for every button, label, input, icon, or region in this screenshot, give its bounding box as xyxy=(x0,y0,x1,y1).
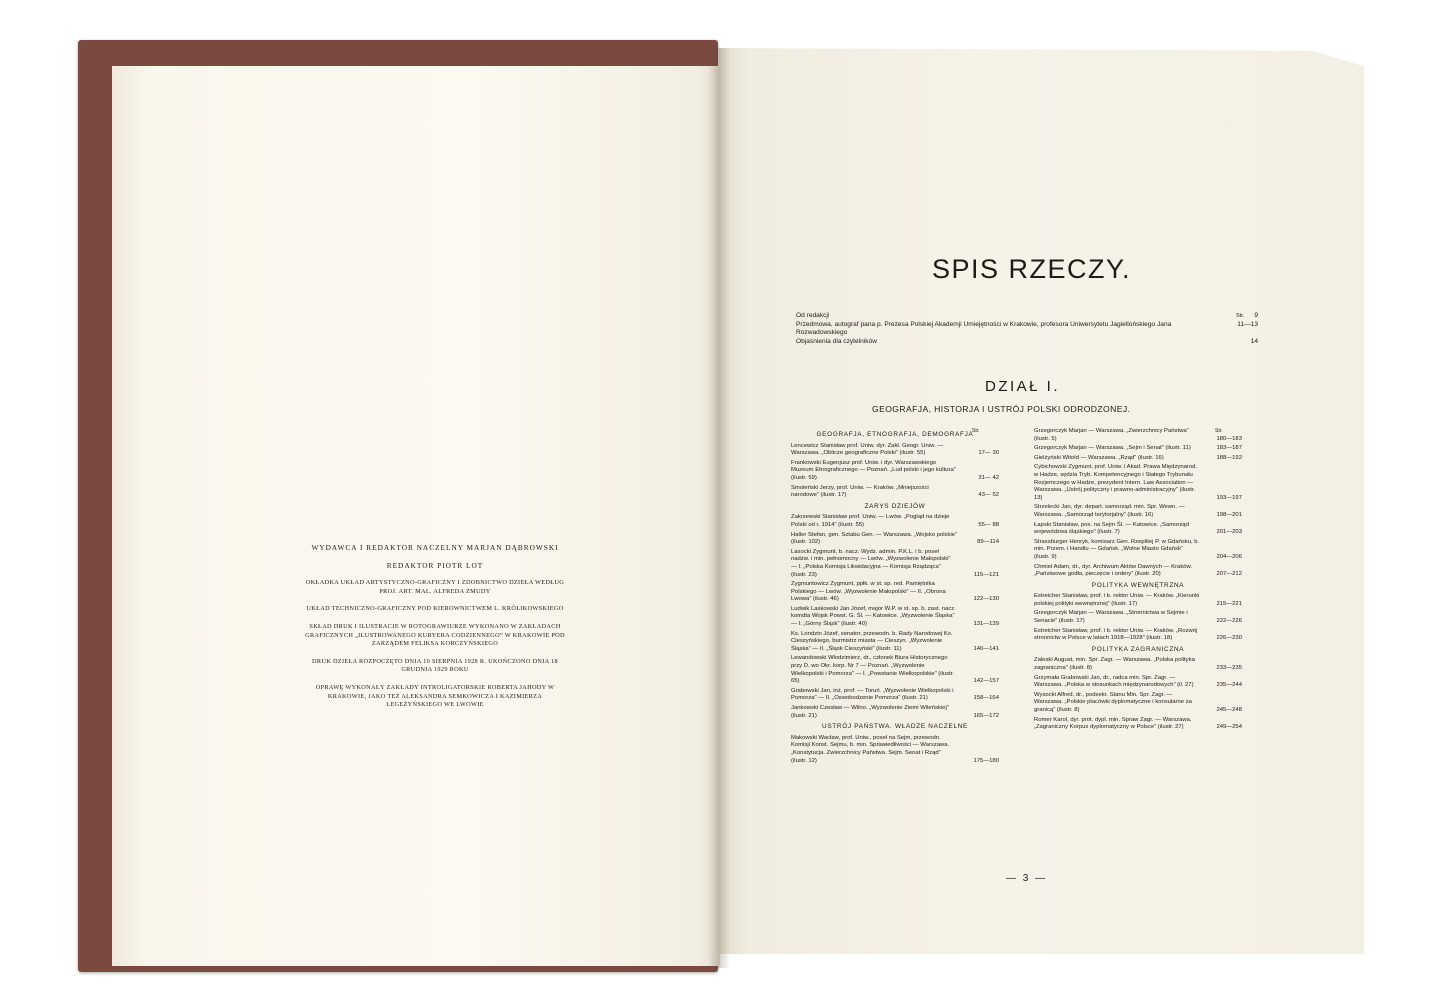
toc-entry xyxy=(791,485,999,500)
intro-item xyxy=(796,321,1258,338)
intro-page: 9 xyxy=(1254,312,1258,319)
left-page xyxy=(112,66,720,966)
toc-entry-page: 183—187 xyxy=(1216,445,1242,452)
page-title: SPIS RZECZY. xyxy=(932,254,1132,284)
intro-text: Od redakcji xyxy=(796,312,830,319)
toc-entry xyxy=(1034,522,1242,537)
toc-entry-text: Zaleski August, min. Spr. Zagr. — Warszawa. „Polska polityka zagraniczna” (ilustr. 8) xyxy=(1034,657,1195,672)
toc-entry xyxy=(791,514,999,529)
toc-entry-page: 175—180 xyxy=(973,757,999,764)
toc-entry-page: 122—130 xyxy=(973,596,999,603)
toc-entry xyxy=(791,460,999,483)
toc-entry-page: 222—226 xyxy=(1216,618,1242,625)
imprint-dates: DRUK DZIEŁA ROZPOCZĘTO DNIA 10 SIERPNIA 1928 R. UKOŃCZONO DNIA 18 GRUDNIA 1929 ROKU xyxy=(312,657,558,674)
toc-entry-text: Jankowski Czesław — Wilno. „Wyzwolenie Ziemi Wileńskiej” (ilustr. 21) xyxy=(791,705,949,719)
toc-entry xyxy=(791,443,999,458)
intro-text: Przedmowa, autograf pana p. Prezesa Polskiej Akademji Umiejętności w Krakowie, profesora Uniwersytetu Jagiellońskiego Jana Rozwadowskiego xyxy=(796,320,1172,337)
toc-entry-text: Ludwik Laskowski Jan Józef, major W.P. w st. sp. b. zast. nacz. komdta Wojsk Powst. G. Śl. — Katowice. „Wyzwolenie Śląska” — I. „Górny Śląsk” (ilustr. 40) xyxy=(791,605,956,628)
toc-entry-text: Lasocki Zygmunt, b. nacz. Wydz. admin. P.K.L. i b. poseł nadzw. i min. pełnomocny — Lwów. „Wyzwolenie Małopolski” — I. „Polska Komisja Likwidacyjna — Komisja Rządząca” (ilustr. 23) xyxy=(791,548,951,578)
toc-category-heading: ZARYS DZIEJÓW xyxy=(864,502,926,510)
imprint-binding: OPRAWĘ WYKONAŁY ZAKŁADY INTROLIGATORSKIE ROBERTA JAHODY W KRAKOWIE, JAKO TEŻ ALEKSANDRA SEMKOWICZA I KAZIMIERZA LEGEŻYŃSKIEGO WE LWOWIE xyxy=(315,683,555,709)
toc-entry xyxy=(1034,539,1242,562)
toc-entry xyxy=(1034,593,1242,608)
toc-entry-text: Haller Stefan, gen. Sztabu Gen. — Warszawa. „Wojsko polskie” (ilustr. 102) xyxy=(791,531,957,546)
toc-entry-page: 43— 52 xyxy=(978,492,999,499)
intro-page: 11—13 xyxy=(1237,320,1258,328)
toc-entry-page: 142—157 xyxy=(973,678,999,685)
toc-entry xyxy=(1034,504,1242,519)
intro-list xyxy=(796,312,1258,346)
imprint-printing: SKŁAD DRUK I ILUSTRACJE W ROTOGRAWIURZE WYKONANO W ZAKŁADACH GRAFICZNYCH „ILUSTROWANEGO KURYERA CODZIENNEGO” W KRAKOWIE POD ZARZĄDEM FELIKSA KORCZYŃSKIEGO xyxy=(305,622,565,648)
toc-entry-text: Estreicher Stanisław, prof. i b. rektor Uniw. — Kraków. „Kierunki polskiej polityki wewnętrznej” (ilustr. 17) xyxy=(1034,593,1200,607)
toc-category-heading: GEOGRAFJA, ETNOGRAFJA, DEMOGRAFJA xyxy=(816,431,974,438)
toc-entry-text: Cybichowski Zygmunt, prof. Uniw. i Akad. Prawa Międzynarod. w Hadze, sędzia Tryb. Kompetencyjnego i Stałego Trybunału Rozjemczego w Hadze, prezydent Intern. Law Association — Warszawa. „Ustrój polityczny i prawno-administracyjny” (ilustr. 13) xyxy=(1034,464,1198,501)
toc-entry-page: 158—164 xyxy=(973,695,999,702)
toc-entry-page: 55— 88 xyxy=(978,521,999,528)
toc-column-left xyxy=(791,428,999,767)
imprint-publisher: WYDAWCA I REDAKTOR NACZELNY MARJAN DĄBROWSKI xyxy=(311,543,559,552)
toc-entry-page: 131—139 xyxy=(973,621,999,628)
toc-category-heading: POLITYKA WEWNĘTRZNA xyxy=(1091,581,1185,589)
toc-entry-text: Wysocki Alfred, dr., podsekr. Stanu Min. Spr. Zagr. — Warszawa. „Polskie placówki dyplomatyczne i konsularne za granicą” (ilustr. 8) xyxy=(1034,691,1192,713)
intro-page: 14 xyxy=(1250,337,1258,345)
toc-entry-page: 89—114 xyxy=(977,539,999,546)
toc-category-heading: POLITYKA ZAGRANICZNA xyxy=(1091,645,1185,653)
toc-entry-text: Frankowski Eugenjusz prof. Uniw. i dyr. Warszawskiego Muzeum Etnograficznego — Poznań. „Lud polski i jego kultura” (ilustr. 59) xyxy=(791,459,956,481)
toc-entry xyxy=(1034,428,1242,443)
toc-category-heading: USTRÓJ PAŃSTWA. WŁADZE NACZELNE xyxy=(822,723,968,731)
toc-entry-text: Zygmuntowicz Zygmunt, ppłk. w st. sp. red. Pamiętnika Polskiego — Lwów. „Wyzwolenie Małopolski” — II. „Obrona Lwowa” (ilustr. 46) xyxy=(791,581,946,603)
toc-entry xyxy=(791,606,999,629)
toc-entry-page: 226—230 xyxy=(1216,635,1242,642)
intro-item xyxy=(796,312,1258,321)
toc-entry xyxy=(1034,692,1242,715)
toc-entry xyxy=(1034,455,1242,463)
toc-entry xyxy=(791,532,999,547)
toc-entry xyxy=(791,735,999,765)
column-str-label-right: Str. xyxy=(1215,428,1223,434)
section-title: DZIAŁ I. xyxy=(985,378,1061,395)
toc-entry-text: Strassburger Henryk, komisarz Gen. Rzeplitej P. w Gdańsku, b. min. Przem. i Handlu — Gdańsk. „Wolne Miasto Gdańsk” (ilustr. 9) xyxy=(1034,538,1200,560)
intro-text: Objaśnienia dla czytelników xyxy=(796,337,877,345)
toc-entry-page: 204—206 xyxy=(1216,553,1242,560)
toc-entry xyxy=(1034,657,1242,672)
toc-entry-text: Chmiel Adam, dr., dyr. Archiwum Aktów Dawnych — Kraków. „Państwowe godła, pieczęcie i ordery” (ilustr. 20) xyxy=(1034,563,1193,578)
toc-entry xyxy=(791,705,999,720)
toc-entry xyxy=(791,688,999,703)
toc-entry-text: Grzegorczyk Marjan — Warszawa. „Sejm i Senat” (ilustr. 11) xyxy=(1034,445,1191,452)
column-str-label-left: Str. xyxy=(972,428,980,434)
toc-column-right xyxy=(1034,428,1242,734)
toc-entry-text: Łapski Stanisław, pos. na Sejm Śl. — Katowice. „Samorząd wojewódzwa śląskiego” (ilustr. 7) xyxy=(1034,521,1189,536)
toc-entry-text: Romer Karol, dyr. prot. dypl. min. Spraw Zagr. — Warszawa. „Zagraniczny Korpus dyplomatyczny w Polsce” (ilustr. 27) xyxy=(1034,716,1192,731)
toc-entry xyxy=(1034,445,1242,453)
toc-entry-text: Gielżyński Witold — Warszawa. „Rząd” (ilustr. 16) xyxy=(1034,454,1164,461)
toc-entry-page: 115—121 xyxy=(973,571,999,578)
toc-entry-page: 233—235 xyxy=(1216,665,1242,672)
toc-entry xyxy=(791,549,999,579)
toc-entry-text: Grabowski Jan, inż. prof. — Toruń. „Wyzwolenie Wielkopolski i Pomorza” — II. „Oswobodzenie Pomorza” (ilustr. 21) xyxy=(791,687,954,702)
section-subtitle: GEOGRAFJA, HISTORJA I USTRÓJ POLSKI ODRODZONEJ. xyxy=(872,404,1131,414)
toc-entry-page: 140—141 xyxy=(973,645,999,652)
imprint-cover-design: OKŁADKA UKŁAD ARTYSTYCZNO-GRAFICZNY I ZDOBNICTWO DZIEŁA WEDŁUG PROJ. ART. MAL. ALFREDA ŻMUDY xyxy=(305,579,565,595)
toc-entry xyxy=(1034,717,1242,732)
toc-entry-text: Smoleński Jerzy, prof. Uniw. — Kraków. „Mniejszości narodowe” (ilustr. 17) xyxy=(791,484,929,499)
toc-entry-text: Estreicher Stanisław, prof. i b. rektor Uniw. — Kraków. „Rozwój stronnictw w Polsce w latach 1918—1928” (ilustr. 18) xyxy=(1034,627,1198,642)
toc-entry-text: Lewandowski Włodzimierz, dr., członek Biura Historycznego przy D. wo Okr. korp. Nr 7 — Poznań. „Wyzwolenie Wielkopolski i Pomorza” — I. „Powstanie Wielkopolskie” (ilustr. 65) xyxy=(791,655,955,685)
toc-entry xyxy=(791,655,999,685)
imprint-editor: REDAKTOR PIOTR LOT xyxy=(386,560,484,570)
toc-entry xyxy=(1034,564,1242,579)
toc-entry xyxy=(791,631,999,654)
toc-entry xyxy=(1034,464,1242,502)
toc-entry xyxy=(1034,628,1242,643)
toc-entry-page: 188—192 xyxy=(1216,454,1242,461)
toc-entry-text: Ks. Londzin Józef, senator, przewodn. b. Rady Narodowej Ks. Cieszyńskiego, burmistrz miasta — Cieszyn. „Wyzwolenie Śląska” — II. „Śląsk Cieszyński” (ilustr. 11) xyxy=(791,630,953,652)
str-label: Str. xyxy=(1236,313,1245,319)
toc-entry-page: 245—248 xyxy=(1216,707,1242,713)
toc-entry-page: 165—172 xyxy=(973,712,999,719)
toc-entry xyxy=(791,581,999,604)
toc-entry-text: Grzegorczyk Marjan — Warszawa. „Zwierzchnicy Państwa” (ilustr. 5) xyxy=(1034,428,1189,442)
toc-entry-page: 207—212 xyxy=(1216,571,1242,578)
toc-entry-page: 201—203 xyxy=(1216,529,1242,536)
toc-entry-text: Lencewicz Stanisław prof. Uniw. dyr. Zakł. Geogr. Uniw. — Warszawa. „Oblicze geograficzne Polski” (ilustr. 55) xyxy=(791,442,944,457)
toc-entry-text: Strzelecki Jan, dyr. depart. samorząd. min. Spr. Wewn. — Warszawa. „Samorząd terytorjalny” (ilustr. 16) xyxy=(1034,504,1185,518)
toc-entry-text: Grzymała Grabowski Jan, dr., radca min. Spr. Zagr. — Warszawa. „Polska w stosunkach międzynarodowych” (il. 27) xyxy=(1034,674,1194,689)
toc-entry-text: Makowski Wacław, prof. Uniw., poseł na Sejm, przewodn. Komisji Konst. Sejmu, b. min. Sprawiedliwości — Warszawa. „Konstytucja. Zwierzchnicy Państwa. Sejm. Senat i Rząd” (ilustr. 12) xyxy=(791,734,950,764)
toc-entry-page: 180—183 xyxy=(1216,435,1242,442)
page-number: — 3 — xyxy=(1006,873,1048,884)
toc-entry xyxy=(1034,610,1242,625)
toc-entry xyxy=(1034,675,1242,690)
toc-entry-page: 235—244 xyxy=(1216,682,1242,689)
toc-entry-text: Zakrzewski Stanisław prof. Uniw. — Lwów. „Pogląd na dzieje Polski od r. 1914” (ilustr. 55) xyxy=(791,514,950,528)
toc-entry-page: 31— 42 xyxy=(978,474,999,481)
imprint-block xyxy=(300,544,570,719)
book-gutter xyxy=(708,48,730,968)
imprint-technical: UKŁAD TECHNICZNO-GRAFICZNY POD KIEROWNICTWEM L. KRÓLIKOWSKIEGO xyxy=(306,605,564,613)
toc-entry-page: 215—221 xyxy=(1216,600,1242,607)
toc-entry-text: Grzegorczyk Marjan — Warszawa. „Stronnictwa w Sejmie i Senacie” (ilustr. 17) xyxy=(1034,610,1188,625)
toc-entry-page: 193—197 xyxy=(1216,494,1242,501)
intro-item xyxy=(796,338,1258,347)
toc-entry-page: 249—254 xyxy=(1216,724,1242,731)
toc-entry-page: 17— 30 xyxy=(978,450,999,457)
toc-entry-page: 198—201 xyxy=(1216,511,1242,518)
